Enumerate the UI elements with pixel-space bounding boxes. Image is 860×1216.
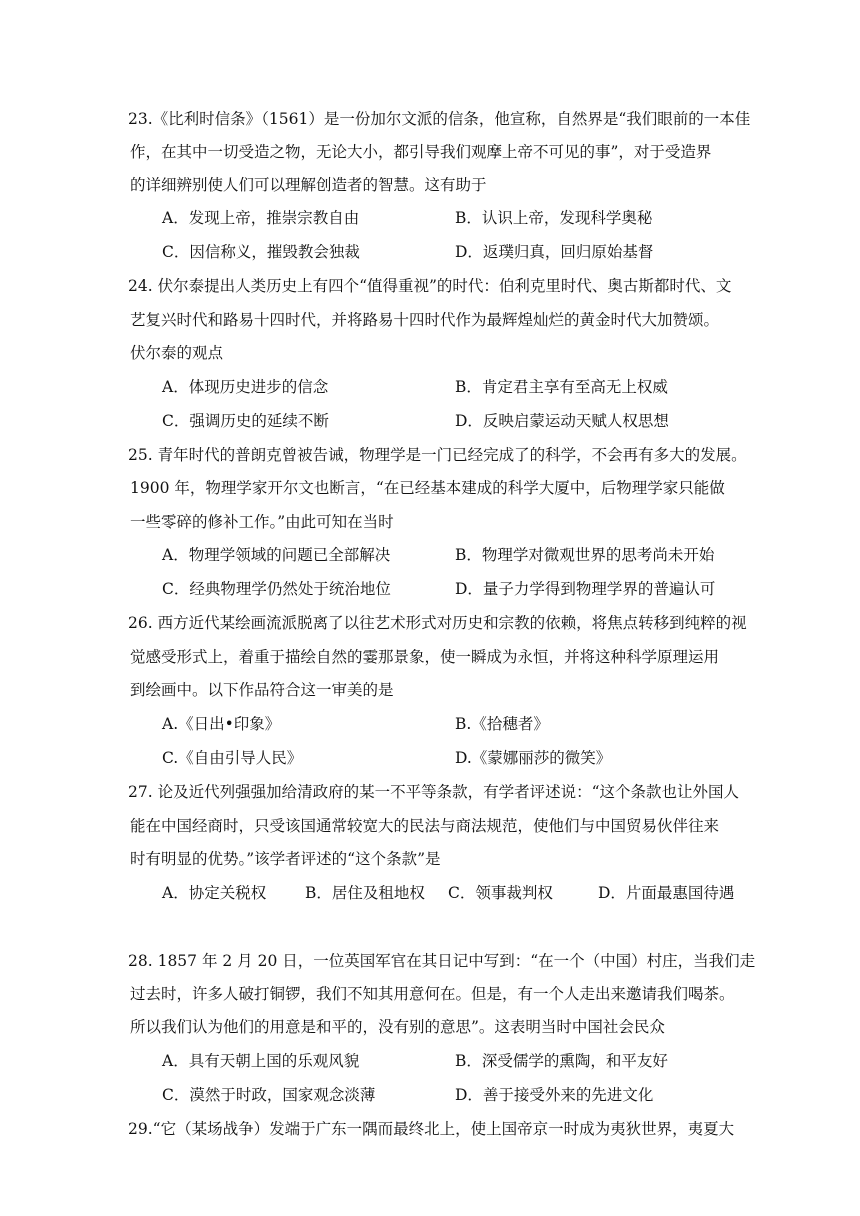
option-a[interactable]: A．物理学领域的问题已全部解决	[162, 546, 391, 564]
option-c[interactable]: C．因信称义，摧毁教会独裁	[162, 243, 360, 261]
question-stem-start: 26. 西方近代某绘画流派脱离了以往艺术形式对历史和宗教的依赖，将焦点转移到纯粹的视	[128, 614, 747, 632]
option-c[interactable]: C．经典物理学仍然处于统治地位	[162, 580, 391, 598]
option-c[interactable]: C．漠然于时政，国家观念淡薄	[162, 1086, 376, 1104]
question-stem-line: 伏尔泰的观点	[130, 344, 224, 362]
option-b[interactable]: B．物理学对微观世界的思考尚未开始	[455, 546, 715, 564]
question-stem-line: 所以我们认为他们的用意是和平的，没有别的意思”。这表明当时中国社会民众	[130, 1018, 665, 1036]
option-b[interactable]: B．深受儒学的熏陶，和平友好	[455, 1052, 668, 1070]
question-stem-line: 作，在其中一切受造之物，无论大小，都引导我们观摩上帝不可见的事”，对于受造界	[130, 143, 712, 161]
question-stem-start: 25. 青年时代的普朗克曾被告诫，物理学是一门已经完成了的科学，不会再有多大的发展。	[128, 446, 747, 464]
option-d[interactable]: D.《蒙娜丽莎的微笑》	[455, 749, 612, 767]
option-b[interactable]: B.《拾穗者》	[455, 715, 549, 733]
option-a[interactable]: A．体现历史进步的信念	[162, 378, 329, 396]
question-stem-start: 23.《比利时信条》（1561）是一份加尔文派的信条，他宣称，自然界是“我们眼前的一本佳	[128, 110, 751, 128]
option-a[interactable]: A．协定关税权	[162, 884, 267, 902]
option-b[interactable]: B．肯定君主享有至高无上权威	[455, 378, 668, 396]
question-stem-start: 24. 伏尔泰提出人类历史上有四个“值得重视”的时代：伯利克里时代、奥古斯都时代、文	[128, 277, 732, 295]
question-stem-line: 的详细辨别使人们可以理解创造者的智慧。这有助于	[130, 176, 487, 194]
option-b[interactable]: B．居住及租地权	[305, 884, 425, 902]
question-stem-line: 觉感受形式上，着重于描绘自然的霎那景象，使一瞬成为永恒，并将这种科学原理运用	[130, 648, 720, 666]
option-d[interactable]: D．片面最惠国待遇	[598, 884, 735, 902]
option-a[interactable]: A．发现上帝，推崇宗教自由	[162, 209, 360, 227]
option-c[interactable]: C．强调历史的延续不断	[162, 412, 329, 430]
option-d[interactable]: D．量子力学得到物理学界的普遍认可	[455, 580, 716, 598]
question-stem-line: 一些零碎的修补工作。”由此可知在当时	[130, 513, 394, 531]
option-d[interactable]: D．善于接受外来的先进文化	[455, 1086, 654, 1104]
option-b[interactable]: B．认识上帝，发现科学奥秘	[455, 209, 653, 227]
option-a[interactable]: A．具有天朝上国的乐观风貌	[162, 1052, 360, 1070]
option-c[interactable]: C．领事裁判权	[448, 884, 553, 902]
option-d[interactable]: D．反映启蒙运动天赋人权思想	[455, 412, 669, 430]
question-stem-start: 29.“它（某场战争）发端于广东一隅而最终北上，使上国帝京一时成为夷狄世界，夷夏大	[128, 1120, 735, 1138]
question-stem-line: 过去时，许多人破打铜锣，我们不知其用意何在。但是，有一个人走出来邀请我们喝茶。	[130, 985, 735, 1003]
question-stem-start: 28. 1857 年 2 月 20 日，一位英国军官在其日记中写到：“在一个（中国）村庄，当我们走	[128, 952, 756, 970]
option-c[interactable]: C.《自由引导人民》	[162, 749, 303, 767]
option-d[interactable]: D．返璞归真，回归原始基督	[455, 243, 654, 261]
option-a[interactable]: A.《日出•印象》	[162, 715, 281, 733]
question-stem-line: 到绘画中。以下作品符合这一审美的是	[130, 681, 394, 699]
question-stem-line: 时有明显的优势。”该学者评述的“这个条款”是	[130, 850, 441, 868]
question-stem-start: 27. 论及近代列强强加给清政府的某一不平等条款，有学者评述说：“这个条款也让外国人	[128, 783, 740, 801]
question-stem-line: 艺复兴时代和路易十四时代，并将路易十四时代作为最辉煌灿烂的黄金时代大加赞颂。	[130, 311, 720, 329]
question-stem-line: 能在中国经商时，只受该国通常较宽大的民法与商法规范，使他们与中国贸易伙伴往来	[130, 817, 720, 835]
question-stem-line: 1900 年，物理学家开尔文也断言，“在已经基本建成的科学大厦中，后物理学家只能做	[130, 479, 725, 497]
